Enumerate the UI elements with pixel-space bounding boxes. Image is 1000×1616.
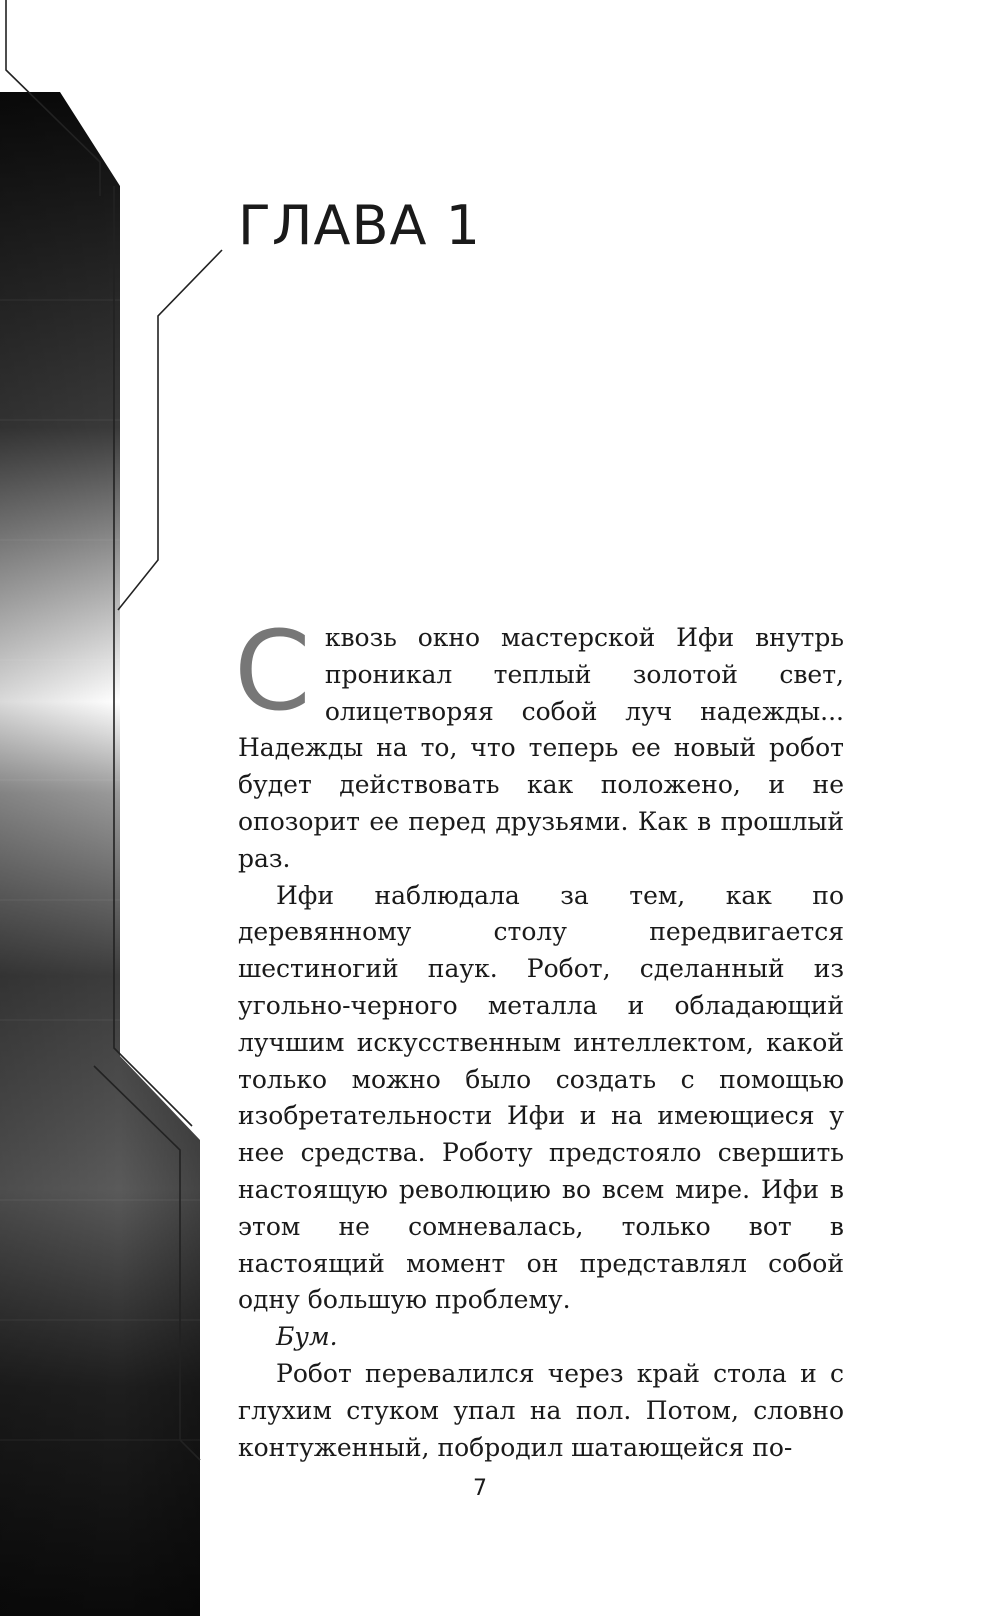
decorative-side-art	[0, 0, 240, 1616]
paragraph-4: Робот перевалился через край стола и с глухим стуком упал на пол. Потом, словно контуженный, побродил шатающейся по-	[238, 1358, 844, 1462]
drop-cap-letter: С	[234, 607, 311, 735]
paragraph-3-italic: Бум.	[276, 1322, 338, 1352]
outline-inner	[114, 186, 192, 1126]
paragraph-1-text: квозь окно мастерской Ифи внутрь проникал теплый золотой свет, олицетворяя собой луч надежды... Надежды на то, что теперь ее новый робот будет действовать как положено, и не опозорит ее перед друзьями. Как в прошлый раз.	[238, 623, 844, 873]
chapter-body	[234, 607, 844, 1466]
outline-upper-bracket	[118, 250, 222, 610]
chapter-title: ГЛАВА 1	[238, 194, 481, 257]
paragraph-2: Ифи наблюдала за тем, как по деревянному столу передвигается шестиногий паук. Робот, сделанный из угольно-черного металла и обладающий лучшим искусственным интеллектом, какой только можно было создать с помощью изобретательности Ифи и на имеющиеся у нее средства. Роботу предстояло свершить настоящую революцию во всем мире. Ифи в этом не сомневалась, только вот в настоящий момент он представлял собой одну большую проблему.	[238, 880, 844, 1315]
paragraph-1	[234, 607, 844, 878]
page-number: 7	[473, 1476, 487, 1501]
